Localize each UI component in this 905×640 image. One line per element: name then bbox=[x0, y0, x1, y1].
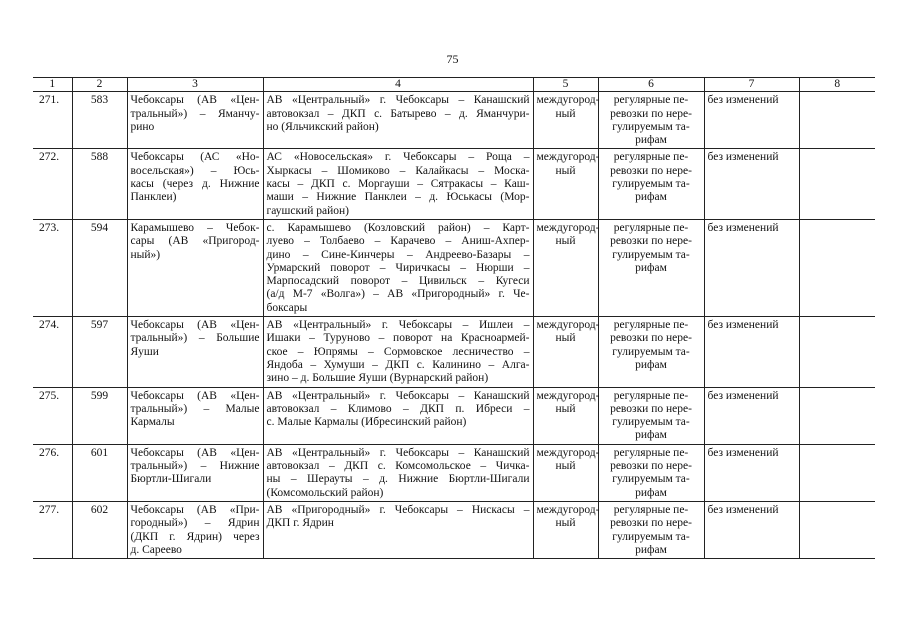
cell-line: АС «Новосельская» г. Чебоксары – Роща – bbox=[266, 151, 530, 164]
cell-line: ный bbox=[555, 517, 576, 530]
cell-line: регулярные пе- bbox=[613, 151, 689, 164]
cell-line: (Комсомольский район) bbox=[266, 486, 384, 499]
change-status-cell: без изменений bbox=[704, 317, 799, 387]
cell-line: регулярные пе- bbox=[613, 446, 689, 459]
cell-line: (а/д М-7 «Волга») – АВ «Пригородный» г. Че- bbox=[266, 288, 530, 301]
cell-line: гулируемым та- bbox=[612, 120, 690, 133]
change-status-cell: без изменений bbox=[704, 149, 799, 219]
cell-line: гулируемым та- bbox=[612, 473, 690, 486]
cell-line: АВ «Пригородный» г. Чебоксары – Нискасы – bbox=[266, 503, 530, 516]
cell-line: Карамышево – Чебок- bbox=[130, 221, 260, 234]
table-header-row bbox=[33, 78, 875, 92]
cell-line: Хыркасы – Шомиково – Калайкасы – Моска- bbox=[266, 164, 530, 177]
cell-line: касы – ДКП с. Моргауши – Сятракасы – Каш- bbox=[266, 178, 530, 191]
route-type-cell bbox=[533, 219, 598, 316]
cell-line: рифам bbox=[635, 429, 667, 442]
transport-kind-cell bbox=[598, 92, 704, 149]
route-number-cell: 274. bbox=[33, 317, 72, 387]
cell-line: касы (через д. Нижние bbox=[130, 178, 260, 191]
route-number-cell: 271. bbox=[33, 92, 72, 149]
column-header: 5 bbox=[533, 78, 598, 92]
cell-line: Марпосадский поворот – Цивильск – Кугеси bbox=[266, 275, 530, 288]
cell-line: АВ «Центральный» г. Чебоксары – Канашский bbox=[266, 446, 530, 459]
routes-table bbox=[33, 77, 875, 559]
route-code-cell: 601 bbox=[72, 444, 127, 501]
cell-line: городный») – Ядрин bbox=[130, 517, 260, 530]
cell-line: междугород- bbox=[536, 94, 600, 107]
cell-line: АВ «Центральный» г. Чебоксары – Канашский bbox=[266, 389, 530, 402]
cell-line: но (Яльчикский район) bbox=[266, 120, 379, 133]
cell-line: восельская») – Юсь- bbox=[130, 164, 260, 177]
cell-line: маши – Нижние Панклеи – д. Юськасы (Мор- bbox=[266, 191, 530, 204]
cell-line: тральный») – Малые bbox=[130, 402, 260, 415]
cell-line: Чебоксары (АС «Но- bbox=[130, 151, 260, 164]
transport-kind-cell bbox=[598, 501, 704, 558]
cell-line: ный bbox=[555, 402, 576, 415]
route-name-cell bbox=[127, 387, 263, 444]
route-number-cell: 272. bbox=[33, 149, 72, 219]
cell-line: ревозки по нере- bbox=[610, 164, 692, 177]
route-code-cell: 588 bbox=[72, 149, 127, 219]
route-type-cell bbox=[533, 92, 598, 149]
cell-line: ДКП г. Ядрин bbox=[266, 517, 334, 530]
cell-line: ны – Шерауты – д. Нижние Бюртли-Шигали bbox=[266, 473, 530, 486]
cell-line: гулируемым та- bbox=[612, 416, 690, 429]
change-status-cell: без изменений bbox=[704, 387, 799, 444]
table-row bbox=[33, 149, 875, 219]
route-code-cell: 583 bbox=[72, 92, 127, 149]
cell-line: ское – Юпрямы – Сормовское лесничество – bbox=[266, 345, 530, 358]
route-code-cell: 597 bbox=[72, 317, 127, 387]
cell-line: регулярные пе- bbox=[613, 389, 689, 402]
cell-line: дино – Сине-Кинчеры – Андреево-Базары – bbox=[266, 248, 530, 261]
cell-line: луево – Толбаево – Карачево – Аниш-Ахпер- bbox=[266, 235, 530, 248]
cell-line: регулярные пе- bbox=[613, 94, 689, 107]
transport-kind-cell bbox=[598, 317, 704, 387]
cell-line: гулируемым та- bbox=[612, 345, 690, 358]
route-code-cell: 602 bbox=[72, 501, 127, 558]
table-row bbox=[33, 444, 875, 501]
cell-line: Чебоксары (АВ «При- bbox=[130, 503, 260, 516]
transport-kind-cell bbox=[598, 444, 704, 501]
cell-line: регулярные пе- bbox=[613, 503, 689, 516]
route-type-cell bbox=[533, 387, 598, 444]
column-header: 4 bbox=[263, 78, 533, 92]
cell-line: ревозки по нере- bbox=[610, 517, 692, 530]
cell-line: ный bbox=[555, 164, 576, 177]
cell-line: тральный») – Нижние bbox=[130, 460, 260, 473]
cell-line: д. Сареево bbox=[130, 543, 182, 556]
table-row bbox=[33, 317, 875, 387]
cell-line: ревозки по нере- bbox=[610, 332, 692, 345]
route-path-cell bbox=[263, 219, 533, 316]
cell-line: Чебоксары (АВ «Цен- bbox=[130, 319, 260, 332]
route-type-cell bbox=[533, 149, 598, 219]
cell-line: с. Малые Кармалы (Ибресинский район) bbox=[266, 416, 467, 429]
route-number-cell: 273. bbox=[33, 219, 72, 316]
cell-line: зино – д. Большие Яуши (Вурнарский район) bbox=[266, 372, 489, 385]
cell-line: Урмарский поворот – Чиричкасы – Нюрши – bbox=[266, 261, 530, 274]
table-row bbox=[33, 501, 875, 558]
cell-line: рифам bbox=[635, 261, 667, 274]
route-name-cell bbox=[127, 317, 263, 387]
route-type-cell bbox=[533, 501, 598, 558]
cell-line: рифам bbox=[635, 486, 667, 499]
route-type-cell bbox=[533, 317, 598, 387]
table-row bbox=[33, 92, 875, 149]
cell-line: междугород- bbox=[536, 221, 600, 234]
cell-line: автовокзал – Климово – ДКП п. Ибреси – bbox=[266, 402, 530, 415]
change-status-cell: без изменений bbox=[704, 219, 799, 316]
table-row bbox=[33, 219, 875, 316]
route-name-cell bbox=[127, 92, 263, 149]
change-status-cell: без изменений bbox=[704, 444, 799, 501]
cell-line: сары (АВ «Пригород- bbox=[130, 235, 260, 248]
cell-line: регулярные пе- bbox=[613, 319, 689, 332]
cell-line: АВ «Центральный» г. Чебоксары – Канашский bbox=[266, 94, 530, 107]
cell-line: ный») bbox=[130, 248, 161, 261]
cell-line: Чебоксары (АВ «Цен- bbox=[130, 389, 260, 402]
route-path-cell bbox=[263, 317, 533, 387]
cell-line: ревозки по нере- bbox=[610, 235, 692, 248]
cell-line: Яуши bbox=[130, 345, 159, 358]
cell-line: ревозки по нере- bbox=[610, 402, 692, 415]
cell-line: междугород- bbox=[536, 446, 600, 459]
cell-line: ный bbox=[555, 235, 576, 248]
transport-kind-cell bbox=[598, 387, 704, 444]
cell-line: междугород- bbox=[536, 503, 600, 516]
route-number-cell: 276. bbox=[33, 444, 72, 501]
cell-line: регулярные пе- bbox=[613, 221, 689, 234]
cell-line: ный bbox=[555, 460, 576, 473]
route-name-cell bbox=[127, 149, 263, 219]
route-code-cell: 599 bbox=[72, 387, 127, 444]
note-cell bbox=[799, 501, 875, 558]
route-name-cell bbox=[127, 501, 263, 558]
cell-line: междугород- bbox=[536, 151, 600, 164]
cell-line: Чебоксары (АВ «Цен- bbox=[130, 94, 260, 107]
cell-line: ный bbox=[555, 107, 576, 120]
cell-line: ревозки по нере- bbox=[610, 460, 692, 473]
cell-line: (ДКП г. Ядрин) через bbox=[130, 530, 260, 543]
route-path-cell bbox=[263, 149, 533, 219]
cell-line: гулируемым та- bbox=[612, 530, 690, 543]
route-name-cell bbox=[127, 444, 263, 501]
transport-kind-cell bbox=[598, 219, 704, 316]
cell-line: рифам bbox=[635, 358, 667, 371]
column-header: 6 bbox=[598, 78, 704, 92]
change-status-cell: без изменений bbox=[704, 501, 799, 558]
column-header: 8 bbox=[799, 78, 875, 92]
column-header: 7 bbox=[704, 78, 799, 92]
cell-line: рифам bbox=[635, 543, 667, 556]
cell-line: гулируемым та- bbox=[612, 178, 690, 191]
cell-line: АВ «Центральный» г. Чебоксары – Ишлеи – bbox=[266, 319, 530, 332]
route-number-cell: 275. bbox=[33, 387, 72, 444]
route-name-cell bbox=[127, 219, 263, 316]
cell-line: междугород- bbox=[536, 389, 600, 402]
cell-line: Чебоксары (АВ «Цен- bbox=[130, 446, 260, 459]
note-cell bbox=[799, 92, 875, 149]
route-path-cell bbox=[263, 92, 533, 149]
change-status-cell: без изменений bbox=[704, 92, 799, 149]
cell-line: автовокзал – ДКП с. Комсомольское – Чичка- bbox=[266, 460, 530, 473]
note-cell bbox=[799, 317, 875, 387]
cell-line: с. Карамышево (Козловский район) – Карт- bbox=[266, 221, 530, 234]
table-row bbox=[33, 387, 875, 444]
cell-line: междугород- bbox=[536, 319, 600, 332]
cell-line: тральный») – Большие bbox=[130, 332, 260, 345]
cell-line: рино bbox=[130, 120, 155, 133]
column-header: 3 bbox=[127, 78, 263, 92]
cell-line: Ишаки – Туруново – поворот на Красноармей- bbox=[266, 332, 530, 345]
page-number: 75 bbox=[446, 52, 459, 66]
cell-line: автовокзал – ДКП с. Батырево – д. Яманчури- bbox=[266, 107, 530, 120]
route-code-cell: 594 bbox=[72, 219, 127, 316]
cell-line: боксары bbox=[266, 301, 308, 314]
cell-line: гаушский район) bbox=[266, 204, 349, 217]
cell-line: ный bbox=[555, 332, 576, 345]
route-path-cell bbox=[263, 387, 533, 444]
cell-line: Яндоба – Хумуши – ДКП с. Калинино – Алга- bbox=[266, 358, 530, 371]
cell-line: рифам bbox=[635, 191, 667, 204]
route-number-cell: 277. bbox=[33, 501, 72, 558]
route-type-cell bbox=[533, 444, 598, 501]
column-header: 1 bbox=[33, 78, 72, 92]
cell-line: Бюртли-Шигали bbox=[130, 473, 212, 486]
note-cell bbox=[799, 149, 875, 219]
column-header: 2 bbox=[72, 78, 127, 92]
note-cell bbox=[799, 444, 875, 501]
cell-line: ревозки по нере- bbox=[610, 107, 692, 120]
cell-line: Панклеи) bbox=[130, 191, 177, 204]
cell-line: Кармалы bbox=[130, 416, 175, 429]
table-body bbox=[33, 78, 875, 559]
note-cell bbox=[799, 387, 875, 444]
cell-line: рифам bbox=[635, 134, 667, 147]
transport-kind-cell bbox=[598, 149, 704, 219]
route-path-cell bbox=[263, 444, 533, 501]
cell-line: тральный») – Яманчу- bbox=[130, 107, 260, 120]
route-path-cell bbox=[263, 501, 533, 558]
cell-line: гулируемым та- bbox=[612, 248, 690, 261]
note-cell bbox=[799, 219, 875, 316]
